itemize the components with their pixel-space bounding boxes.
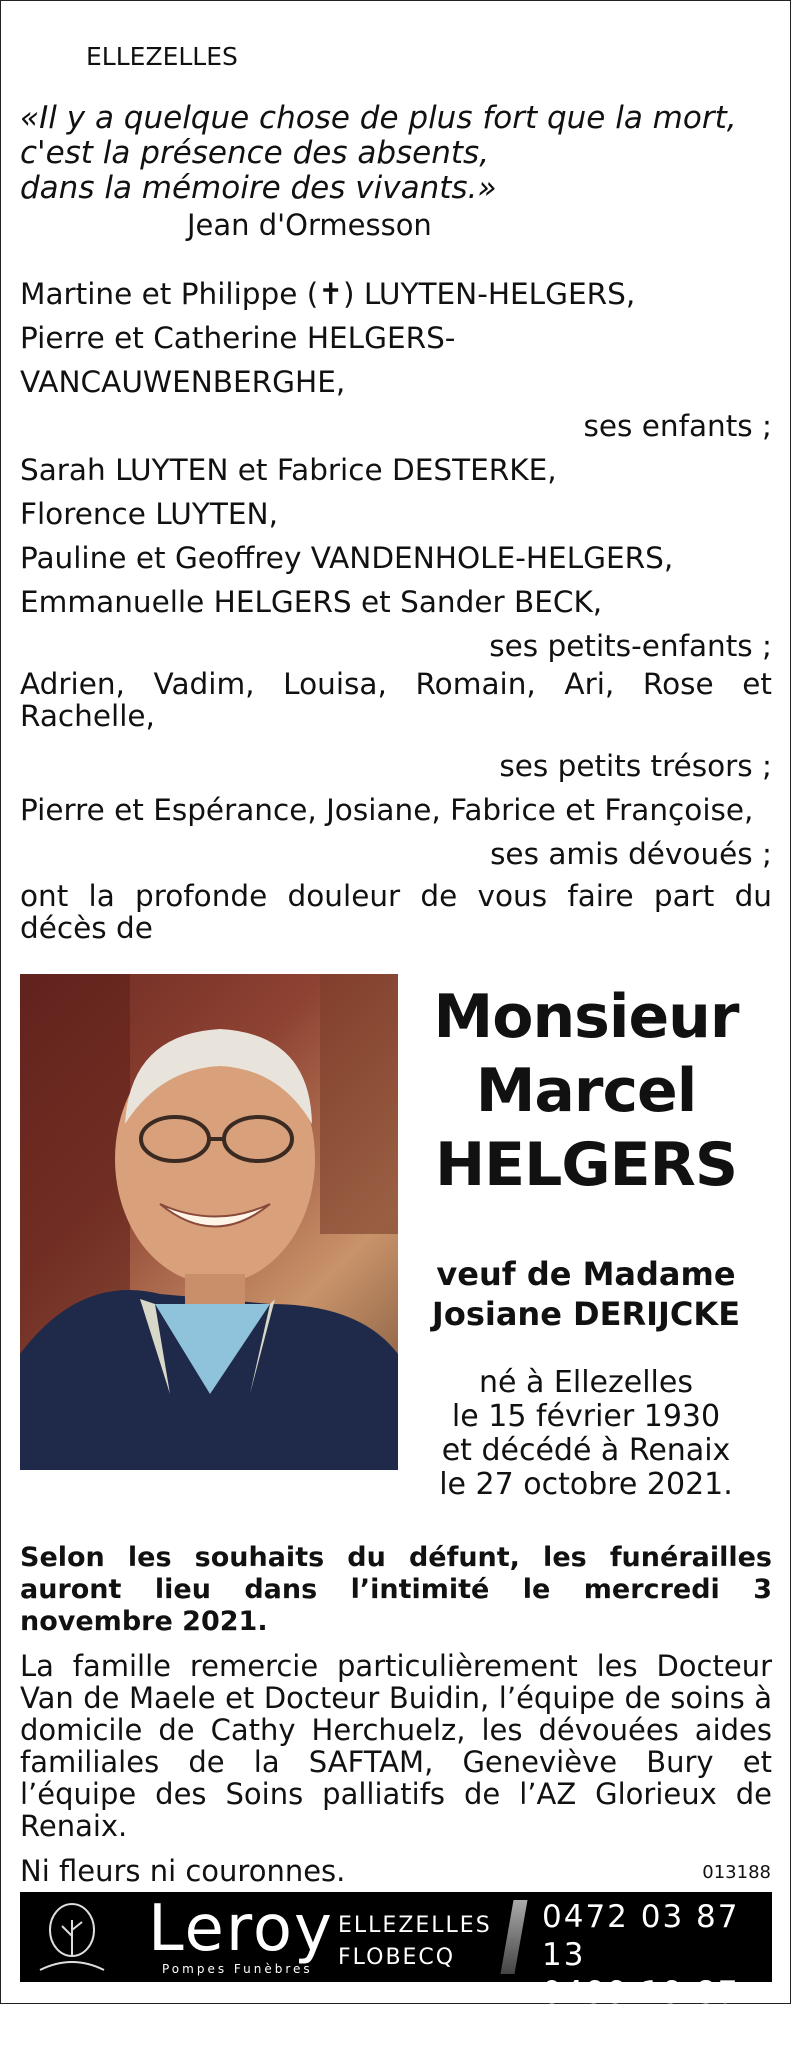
- divider: [500, 1900, 527, 1974]
- name-line: Monsieur: [433, 982, 739, 1052]
- phone-list: [542, 1898, 772, 2050]
- obituary-content: [20, 22, 772, 1888]
- date-line: le 15 février 1930: [451, 1399, 721, 1434]
- town: ELLEZELLES: [338, 1913, 492, 1938]
- quote-author: Jean d'Ormesson: [187, 208, 432, 242]
- quote-line: c'est la présence des absents,: [20, 135, 490, 171]
- funeral-notice: Selon les souhaits du défunt, les funérailles auront lieu dans l’intimité le mercredi 3 novembre 2021.: [20, 1542, 772, 1637]
- date-line: né à Ellezelles: [479, 1365, 693, 1400]
- phone-number[interactable]: 0472 03 87 13: [542, 1899, 740, 1973]
- no-flowers-note: Ni fleurs ni couronnes.: [20, 1854, 346, 1888]
- deceased-info: [400, 974, 772, 1502]
- family-line: Pierre et Espérance, Josiane, Fabrice et Françoise,: [20, 793, 754, 827]
- widow-line: veuf de Madame: [436, 1255, 736, 1293]
- phone-number[interactable]: 0499 19 87 14: [542, 1975, 740, 2049]
- quote-line: «Il y a quelque chose de plus fort que la mort,: [20, 100, 737, 136]
- birth-death-dates: [400, 1366, 772, 1502]
- widow-line: Josiane DERIJCKE: [431, 1295, 741, 1333]
- town: FLOBECQ: [338, 1945, 456, 1970]
- deceased-section: [20, 974, 772, 1502]
- family-line: Adrien, Vadim, Louisa, Romain, Ari, Rose et Rachelle,: [20, 667, 772, 733]
- relation-label: ses petits-enfants ;: [489, 629, 772, 663]
- town-list: [338, 1910, 492, 1974]
- quote-line: dans la mémoire des vivants.»: [20, 170, 497, 206]
- funeral-home-banner: [20, 1892, 772, 2049]
- family-line: Emmanuelle HELGERS et Sander BECK,: [20, 585, 603, 619]
- family-line: Pauline et Geoffrey VANDENHOLE-HELGERS,: [20, 541, 674, 575]
- brand-name: Leroy: [148, 1892, 334, 1966]
- portrait-photo: [20, 974, 398, 1470]
- widow-of: [400, 1254, 772, 1334]
- name-line: HELGERS: [434, 1130, 738, 1200]
- thanks-paragraph: La famille remercie particulièrement les Docteur Van de Maele et Docteur Buidin, l’équipe de soins à domicile de Cathy Herchuelz, les dévouées aides familiales de la SAFTAM, Geneviève Bury et l’équipe des Soins palliatifs de l’AZ Glorieux de Renaix.: [20, 1649, 772, 1843]
- brand-tagline: Pompes Funèbres: [162, 1962, 313, 1976]
- place-heading: ELLEZELLES: [86, 42, 238, 71]
- family-list: [20, 272, 772, 944]
- family-line: Florence LUYTEN,: [20, 497, 278, 531]
- date-line: le 27 octobre 2021.: [439, 1467, 733, 1502]
- quote: [20, 101, 772, 206]
- name-line: Marcel: [475, 1056, 697, 1126]
- family-line: Martine et Philippe (✝) LUYTEN-HELGERS,: [20, 277, 636, 311]
- family-line: Pierre et Catherine HELGERS-VANCAUWENBERGHE,: [20, 321, 456, 399]
- announcement-text: ont la profonde douleur de vous faire part du décès de: [20, 879, 772, 945]
- relation-label: ses amis dévoués ;: [490, 837, 772, 871]
- date-line: et décédé à Renaix: [441, 1433, 731, 1468]
- relation-label: ses enfants ;: [583, 409, 772, 443]
- family-line: Sarah LUYTEN et Fabrice DESTERKE,: [20, 453, 557, 487]
- tree-logo-icon: [36, 1900, 108, 1974]
- deceased-name: [400, 980, 772, 1202]
- relation-label: ses petits trésors ;: [499, 749, 772, 783]
- reference-number: 013188: [702, 1862, 771, 1883]
